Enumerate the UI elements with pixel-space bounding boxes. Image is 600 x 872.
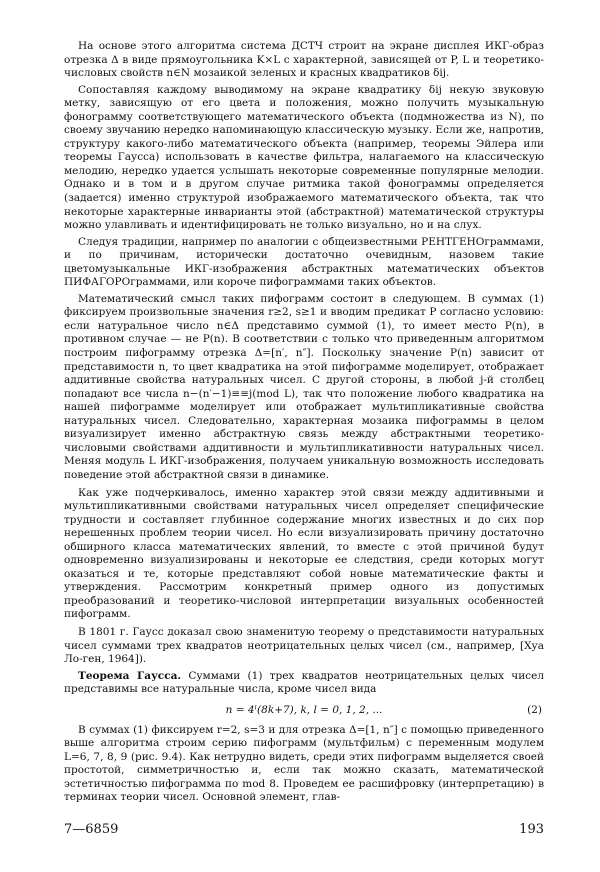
paragraph-phonogram: Сопоставляя каждому выводимому на экране квадратику δij некую звуковую метку, зависящую от его цвета и положения, можно получить музыкальную фонограмму соответствующего математического объекта (подмножества из N), по своему звучанию нередко напоминающую классическую музыку. Если же, напротив, структуру какого-либо математического объекта (например, теоремы Эйлера или теоремы Гаусса) использовать в качестве фильтра, налагаемого на классическую мелодию, нередко удается услышать некоторые современные популярные мелодии. Однако и в том и в другом случае ритмика такой фонограммы определяется (задается) именно структурой изображаемого математического объекта, так что некоторые характерные инварианты этой (абстрактной) математической структуры можно улавливать и идентифицировать не только визуально, но и на слух. [64, 83, 544, 232]
theorem-text: Суммами (1) трех квадратов неотрицательных целых чисел представимы все натуральные числа, кроме чисел вида [64, 669, 544, 696]
paragraph-sums-series: В суммах (1) фиксируем r=2, s=3 и для отрезка Δ=[1, n″] с помощью приведенного выше алгоритма строим серию пифограмм (мультфильм) с переменным модулем L=6, 7, 8, 9 (рис. 9.4). Как нетрудно видеть, среди этих пифограмм выделяется своей простотой, симметричностью и, если так можно сказать, математической эстетичностью пифограмма по mod 8. Проведем ее расшифровку (интерпретацию) в терминах теории чисел. Основной элемент, глав- [64, 723, 544, 804]
paragraph-pythogram-name: Следуя традиции, например по аналогии с общеизвестными РЕНТГЕНОграммами, и по причинам, исторически достаточно очевидным, назовем такие цветомузыкальные ИКГ-изображения абстрактных математических объектов ПИФАГОРОграммами, или короче пифограммами таких объектов. [64, 235, 544, 289]
page-number: 193 [519, 822, 544, 837]
paragraph-mathematical-meaning: Математический смысл таких пифограмм состоит в следующем. В суммах (1) фиксируем произвольные значения r≥2, s≥1 и вводим предикат P согласно условию: если натуральное число n∈Δ представимо суммой (1), то имеет место P(n), в противном случае — не P(n). В соответствии с только что приведенным алгоритмом построим пифограмму отрезка Δ=[n′, n″]. Поскольку значение P(n) зависит от представимости n, то цвет квадратика на этой пифограмме моделирует, отображает аддитивные свойства натуральных чисел. С другой стороны, в любой j-й столбец попадают все числа n−(n′−1)≡≡j(mod L), так что положение любого квадратика на нашей пифограмме моделирует или отображает мультипликативные свойства натуральных чисел. Следовательно, характерная мозаика пифограммы в целом визуализирует именно абстрактную связь между абстрактными теоретико-числовыми свойствами аддитивности и мультипликативности натуральных чисел. Меняя модуль L ИКГ-изображения, получаем уникальную возможность исследовать поведение этой абстрактной связи в динамике. [64, 292, 544, 481]
printer-signature: 7—6859 [64, 822, 119, 837]
equation-number: (2) [527, 703, 542, 716]
theorem-block [64, 670, 544, 697]
theorem-title: Теорема Гаусса. [78, 669, 182, 682]
formula-expression: n = 4ˡ(8k+7), k, l = 0, 1, 2, ... [225, 703, 383, 716]
formula-2 [64, 699, 544, 721]
paragraph-algorithm: На основе этого алгоритма система ДСТЧ строит на экране дисплея ИКГ-образ отрезка Δ в виде прямоугольника K×L с характерной, зависящей от P, L и теоретико-числовых свойств n∈N мозаикой зеленых и красных квадратиков δij. [64, 40, 544, 80]
paragraph-additive-multiplicative: Как уже подчеркивалось, именно характер этой связи между аддитивными и мультипликативными свойствами натуральных чисел определяет специфические трудности и составляет глубинное содержание многих известных и до сих пор нерешенных проблем теории чисел. Но если визуализировать причину достаточно обширного класса математических явлений, то вместе с этой причиной будут одновременно визуализированы и некоторые ее следствия, среди которых могут оказаться и те, которые представляют собой новые математические факты и утверждения. Рассмотрим конкретный пример одного из допустимых преобразований и теоретико-числовой интерпретации визуальных особенностей пифограмм. [64, 486, 544, 621]
paragraph-gauss-1801: В 1801 г. Гаусс доказал свою знаменитую теорему о представимости натуральных чисел суммами трех квадратов неотрицательных целых чисел (см., например, [Хуа Ло-ген, 1964]). [64, 625, 544, 666]
page-text [64, 40, 544, 805]
